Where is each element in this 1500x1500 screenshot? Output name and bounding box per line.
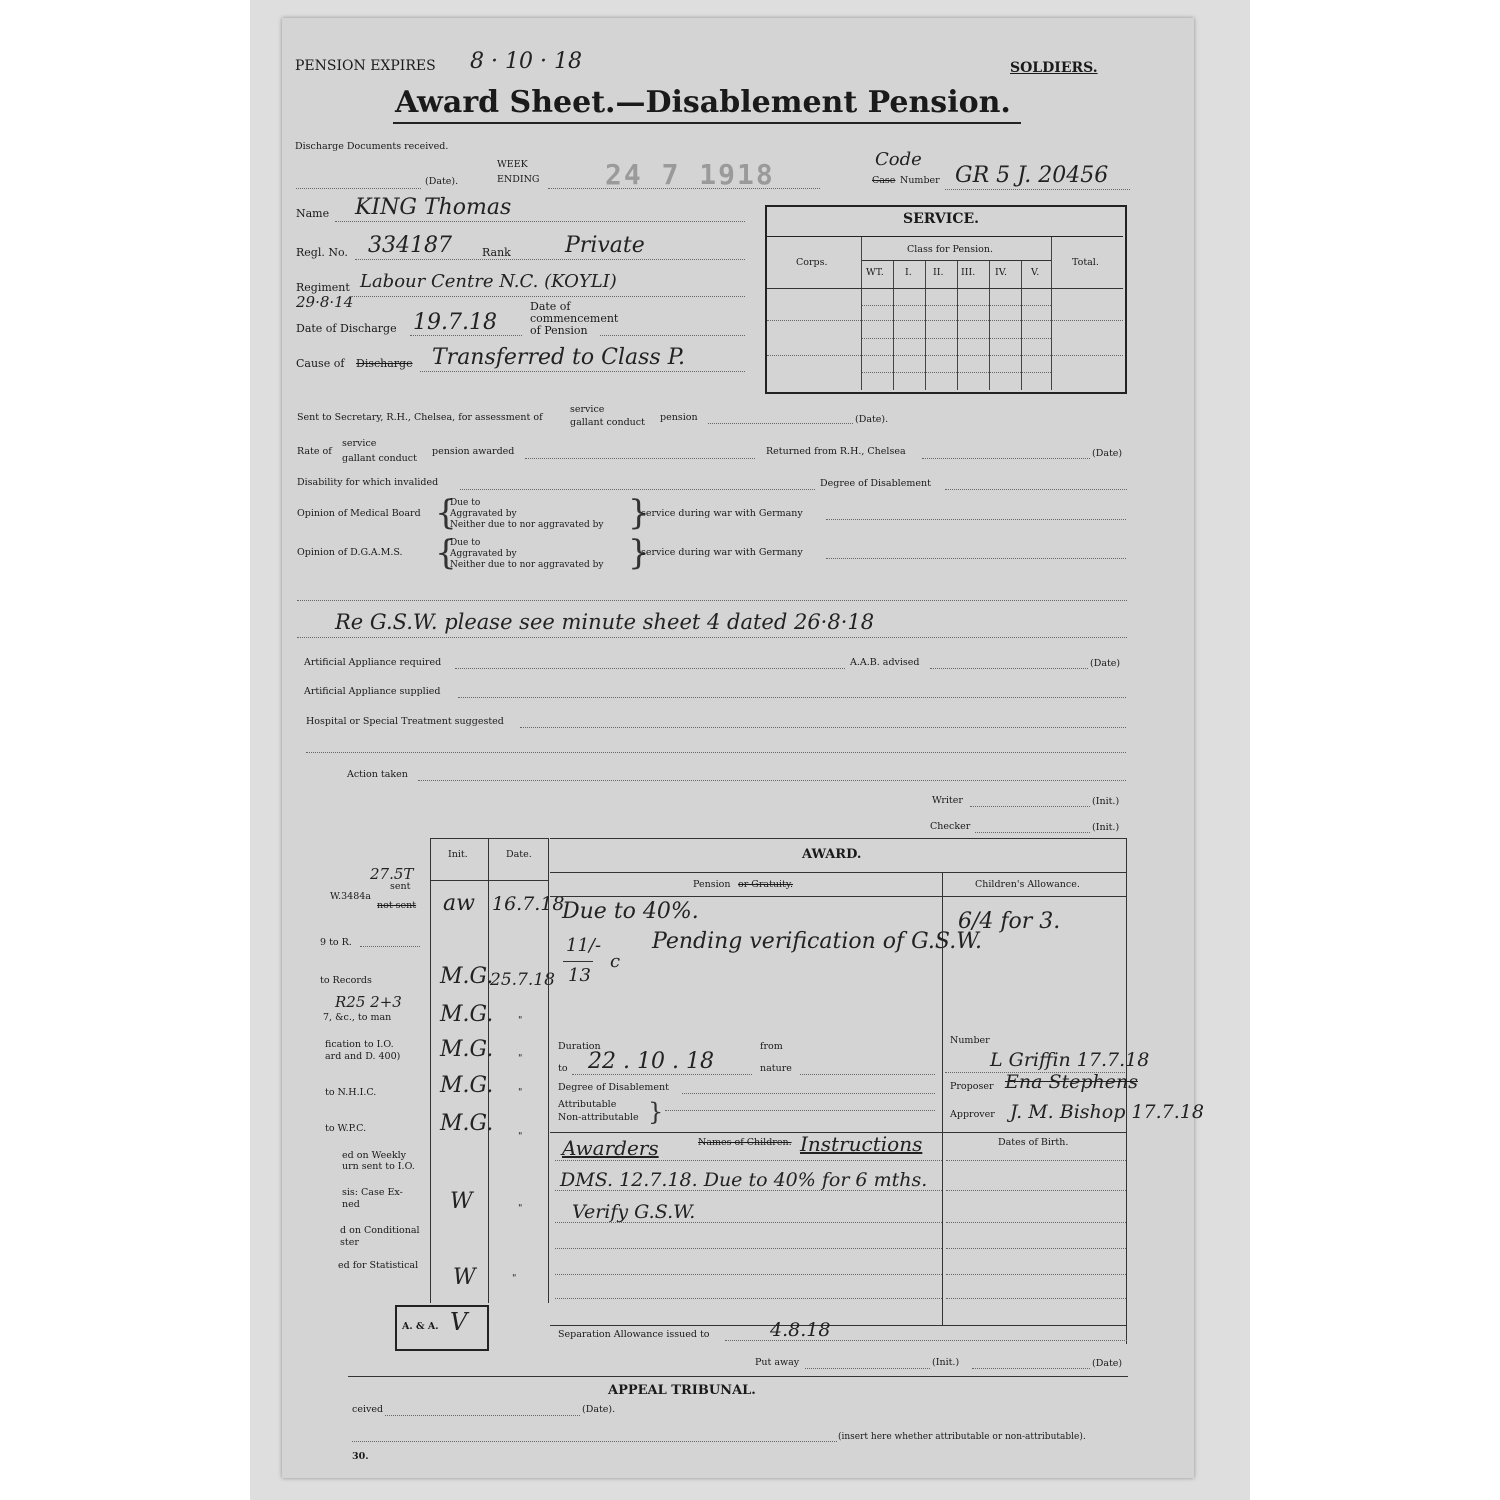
pension-c-hw: c: [610, 951, 621, 972]
proposer-hw: Ena Stephens: [1005, 1071, 1138, 1093]
regl-no-handwriting: 334187: [368, 233, 452, 258]
log-row-label: W.3484a: [330, 891, 371, 902]
mb-neither: Neither due to nor aggravated by: [450, 520, 604, 530]
dg-aggravated: Aggravated by: [450, 549, 517, 559]
or-gratuity-label: or Gratuity.: [738, 879, 793, 890]
total-header: Total.: [1072, 257, 1099, 268]
writer-init-label: (Init.): [1092, 796, 1120, 807]
from-label: from: [760, 1041, 783, 1052]
rank-label: Rank: [482, 246, 511, 259]
degree-label: Degree of Disablement: [820, 478, 931, 489]
number-award-hw: L Griffin 17.7.18: [990, 1049, 1150, 1071]
log-row-date: ": [518, 1015, 523, 1026]
log-row-init: aw: [443, 891, 475, 916]
log-row-label: sis: Case Ex-: [342, 1187, 403, 1198]
log-row-sub: ned: [342, 1199, 360, 1210]
appeal-title: APPEAL TRIBUNAL.: [608, 1383, 756, 1398]
gallant-option: gallant conduct: [570, 417, 645, 428]
class-col-1: I.: [905, 267, 912, 278]
class-col-3: III.: [961, 267, 976, 278]
log-row-date: ": [518, 1053, 523, 1064]
log-row-date: 25.7.18: [490, 970, 555, 990]
log-row-init: M.G.: [440, 1111, 494, 1136]
name-label: Name: [296, 207, 330, 220]
returned-label: Returned from R.H., Chelsea: [766, 446, 906, 457]
log-row-sub: urn sent to I.O.: [342, 1161, 415, 1172]
verify-gsw-hw: Verify G.S.W.: [572, 1201, 696, 1223]
medical-board-label: Opinion of Medical Board: [297, 508, 421, 519]
service-table: [765, 205, 1127, 394]
rate-service-option: service: [342, 438, 377, 449]
dates-birth-label: Dates of Birth.: [998, 1137, 1069, 1148]
separation-hw: 4.8.18: [770, 1319, 831, 1341]
log-row-date: 16.7.18: [492, 893, 565, 915]
checker-label: Checker: [930, 821, 971, 832]
mb-war-label: service during war with Germany: [641, 508, 803, 519]
appliance-supplied-label: Artificial Appliance supplied: [304, 686, 441, 697]
regiment-handwriting: Labour Centre N.C. (KOYLI): [360, 271, 617, 292]
log-row-init: M.G.: [440, 1002, 494, 1027]
attributable-label: Attributable: [558, 1099, 617, 1110]
rate-of-label: Rate of: [297, 446, 332, 457]
pension-rate-hw: Due to 40%.: [562, 899, 699, 924]
aa-stamp-handwriting: V: [450, 1308, 468, 1336]
date-of-label: Date of: [530, 300, 571, 313]
log-row-init: M.G.: [440, 964, 494, 989]
duration-label: Duration: [558, 1041, 601, 1052]
cause-discharge-label: Discharge: [356, 357, 413, 370]
degree-disablement-label: Degree of Disablement: [558, 1082, 669, 1093]
mb-aggravated: Aggravated by: [450, 509, 517, 519]
appeal-received-label: ceived: [352, 1404, 384, 1415]
enlist-handwriting: 29·8·14: [296, 293, 354, 311]
log-row-init: W: [450, 1189, 473, 1214]
log-row-date: ": [512, 1273, 517, 1284]
awarders-hw: Awarders: [562, 1136, 659, 1160]
minute-note-handwriting: Re G.S.W. please see minute sheet 4 dated 26·8·18: [335, 610, 875, 634]
log-row-date: ": [518, 1131, 523, 1142]
number-label-award: Number: [950, 1035, 990, 1046]
assessment-date-label: (Date).: [855, 414, 889, 425]
children-allowance-hw: 6/4 for 3.: [958, 909, 1061, 934]
aa-stamp-label: A. & A.: [402, 1321, 439, 1332]
rate-gallant-option: gallant conduct: [342, 453, 417, 464]
action-taken-label: Action taken: [347, 769, 408, 780]
log-row-sub: sent: [390, 881, 411, 892]
log-date-header: Date.: [506, 849, 532, 860]
put-away-init-label: (Init.): [932, 1357, 960, 1368]
instructions-line-hw: DMS. 12.7.18. Due to 40% for 6 mths.: [560, 1169, 928, 1191]
hospital-label: Hospital or Special Treatment suggested: [306, 716, 504, 727]
pension-expires-handwriting: 8 · 10 · 18: [470, 49, 582, 74]
put-away-label: Put away: [755, 1357, 800, 1368]
number-label: Number: [900, 175, 940, 186]
put-away-date-label: (Date): [1092, 1358, 1123, 1369]
discharge-date-handwriting: 19.7.18: [413, 310, 497, 335]
log-row-init: W: [453, 1265, 476, 1290]
rank-handwriting: Private: [565, 233, 645, 258]
week-label: WEEK: [497, 159, 528, 170]
appeal-insert-note: (insert here whether attributable or non-attributable).: [838, 1432, 1086, 1442]
log-init-header: Init.: [448, 849, 468, 860]
pension-col-label: Pension: [693, 879, 731, 890]
log-row-label: d on Conditional: [340, 1225, 420, 1236]
log-row-label: fication to I.O.: [325, 1039, 394, 1050]
proposer-label: Proposer: [950, 1081, 994, 1092]
pension-expires-label: PENSION EXPIRES: [295, 58, 436, 74]
ending-label: ENDING: [497, 174, 540, 185]
returned-date-label: (Date): [1092, 448, 1123, 459]
separation-allowance-label: Separation Allowance issued to: [558, 1329, 710, 1340]
discharge-date-label: (Date).: [425, 176, 459, 187]
corps-header: Corps.: [796, 257, 828, 268]
checker-init-label: (Init.): [1092, 822, 1120, 833]
class-col-4: IV.: [995, 267, 1007, 278]
class-col-5: V.: [1031, 267, 1040, 278]
discharge-date-label: Date of Discharge: [296, 322, 397, 335]
service-title: SERVICE.: [903, 211, 980, 227]
pension-label: pension: [660, 412, 698, 423]
week-ending-stamp: 24 7 1918: [605, 158, 775, 191]
pension-awarded-label: pension awarded: [432, 446, 515, 457]
regiment-label: Regiment: [296, 281, 350, 294]
dg-due-to: Due to: [450, 538, 481, 548]
dgams-label: Opinion of D.G.A.M.S.: [297, 547, 403, 558]
approver-hw: J. M. Bishop 17.7.18: [1010, 1101, 1204, 1123]
cause-of-label: Cause of: [296, 357, 345, 370]
mb-due-to: Due to: [450, 498, 481, 508]
non-attributable-label: Non-attributable: [558, 1112, 639, 1123]
page-title: Award Sheet.—Disablement Pension.: [395, 85, 1011, 120]
aab-advised-label: A.A.B. advised: [850, 657, 920, 668]
log-row-date: ": [518, 1087, 523, 1098]
names-children-label: Names of Children.: [698, 1137, 792, 1148]
commencement-label: commencement: [530, 312, 619, 325]
sent-to-secretary-label: Sent to Secretary, R.H., Chelsea, for assessment of: [297, 412, 543, 423]
number-handwriting: GR 5 J. 20456: [955, 163, 1109, 188]
children-allowance-label: Children's Allowance.: [975, 879, 1080, 890]
approver-label: Approver: [950, 1109, 995, 1120]
name-handwriting: KING Thomas: [355, 195, 512, 220]
award-title: AWARD.: [802, 847, 862, 862]
pension-amount-hw: 11/-: [566, 935, 602, 956]
dg-neither: Neither due to nor aggravated by: [450, 560, 604, 570]
aab-date-label: (Date): [1090, 658, 1121, 669]
to-label: to: [558, 1063, 568, 1074]
class-header: Class for Pension.: [907, 244, 994, 255]
log-row-sub: ster: [340, 1237, 359, 1248]
pending-verification-hw: Pending verification of G.S.W.: [652, 929, 982, 954]
of-pension-label: of Pension: [530, 324, 588, 337]
service-option: service: [570, 404, 605, 415]
regl-no-label: Regl. No.: [296, 246, 348, 259]
log-row-label: 7, &c., to man: [323, 1012, 392, 1023]
log-row-label: ed on Weekly: [342, 1150, 406, 1161]
log-row-note: R25 2+3: [335, 993, 402, 1011]
log-row-label: to Records: [320, 975, 372, 986]
log-row-date: ": [518, 1203, 523, 1214]
appliance-required-label: Artificial Appliance required: [304, 657, 442, 668]
log-row-init: M.G.: [440, 1073, 494, 1098]
appeal-date-label: (Date).: [582, 1404, 616, 1415]
code-handwriting: Code: [875, 149, 922, 170]
nature-label: nature: [760, 1063, 792, 1074]
disability-label: Disability for which invalided: [297, 477, 439, 488]
soldiers-label: SOLDIERS.: [1010, 60, 1098, 76]
log-row-label: 9 to R.: [320, 937, 352, 948]
log-row-note: 27.5T: [370, 865, 414, 883]
log-row-label: to N.H.I.C.: [325, 1087, 377, 1098]
to-date-hw: 22 . 10 . 18: [588, 1049, 714, 1074]
case-label: Case: [872, 175, 896, 186]
dg-war-label: service during war with Germany: [641, 547, 803, 558]
pension-amount-den-hw: 13: [568, 965, 591, 986]
writer-label: Writer: [932, 795, 963, 806]
cause-handwriting: Transferred to Class P.: [432, 345, 686, 370]
form-number: 30.: [352, 1451, 369, 1462]
class-col-wt: WT.: [866, 267, 884, 278]
log-row-sub2: not sent: [377, 900, 417, 911]
log-row-label: ed for Statistical: [338, 1260, 419, 1271]
discharge-docs-label: Discharge Documents received.: [295, 141, 449, 152]
log-row-label: to W.P.C.: [325, 1123, 367, 1134]
class-col-2: II.: [933, 267, 944, 278]
log-row-init: M.G.: [440, 1037, 494, 1062]
log-row-sub: ard and D. 400): [325, 1051, 401, 1062]
instructions-hw: Instructions: [800, 1132, 923, 1156]
